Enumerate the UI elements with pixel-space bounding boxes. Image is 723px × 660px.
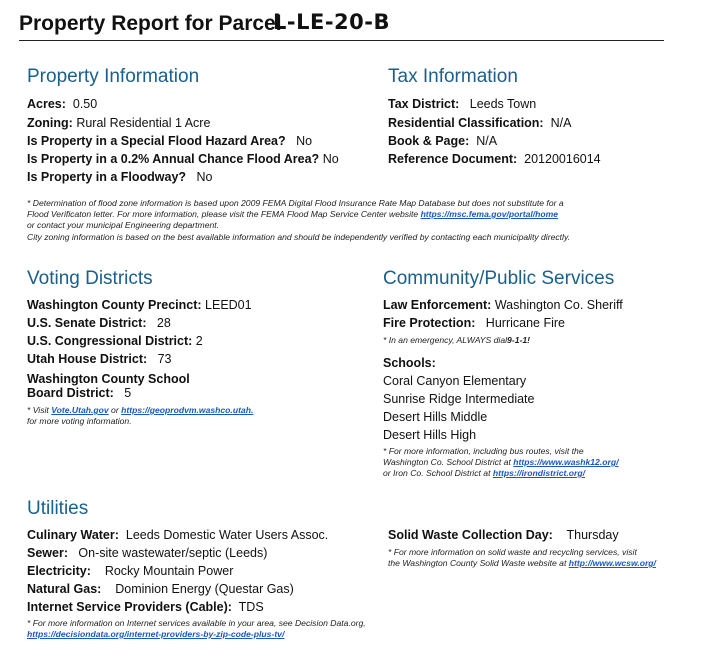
parcel-id: L-LE-20-B bbox=[273, 10, 390, 34]
acres-label: Acres: bbox=[27, 97, 66, 111]
school-board-label-2: Board District: bbox=[27, 386, 114, 400]
floodway-label: Is Property in a Floodway? bbox=[27, 170, 187, 184]
senate-row bbox=[27, 316, 171, 330]
voting-note-mid: or bbox=[108, 405, 122, 415]
waste-note-line2 bbox=[388, 558, 656, 569]
acres-row bbox=[27, 97, 97, 111]
book-page-value: N/A bbox=[476, 134, 498, 148]
flood-note-line2 bbox=[27, 209, 558, 220]
fire-label: Fire Protection: bbox=[383, 316, 476, 330]
gas-label: Natural Gas: bbox=[27, 582, 102, 596]
residential-row bbox=[388, 116, 571, 130]
house-value: 73 bbox=[157, 352, 172, 366]
water-row bbox=[27, 528, 328, 542]
congress-row bbox=[27, 334, 203, 348]
flood-note-line4: City zoning information is based on the best available information and should be independently verified by contacting each municipality directly. bbox=[27, 232, 570, 242]
school-item: Desert Hills Middle bbox=[383, 410, 488, 424]
internet-note-line2 bbox=[27, 629, 284, 640]
voting-note-line1 bbox=[27, 405, 253, 416]
water-value: Leeds Domestic Water Users Assoc. bbox=[125, 528, 329, 542]
senate-label: U.S. Senate District: bbox=[27, 316, 147, 330]
flood-note-line3: or contact your municipal Engineering department. bbox=[27, 220, 220, 230]
irondistrict-link[interactable]: https://irondistrict.org/ bbox=[492, 468, 585, 478]
electric-value: Rocky Mountain Power bbox=[104, 564, 234, 578]
fire-row bbox=[383, 316, 565, 330]
flood-note-line2-text: Flood Verificaton letter. For more information, please visit the FEMA Flood Map Service Center website bbox=[27, 209, 421, 219]
utilities-heading: Utilities bbox=[27, 498, 89, 519]
annual-flood-label: Is Property in a 0.2% Annual Chance Flood Area? bbox=[27, 152, 320, 166]
zoning-value: Rural Residential 1 Acre bbox=[76, 116, 211, 130]
law-value: Washington Co. Sheriff bbox=[494, 298, 623, 312]
reference-value: 20120016014 bbox=[524, 152, 601, 166]
sfha-row bbox=[27, 134, 312, 148]
voting-heading: Voting Districts bbox=[27, 268, 153, 289]
sewer-row bbox=[27, 546, 267, 560]
school-item: Desert Hills High bbox=[383, 428, 477, 442]
residential-label: Residential Classification: bbox=[388, 116, 544, 130]
school-board-value: 5 bbox=[124, 386, 132, 400]
sewer-label: Sewer: bbox=[27, 546, 68, 560]
school-note-line1: * For more information, including bus routes, visit the bbox=[383, 446, 584, 456]
school-board-row-1 bbox=[27, 372, 190, 386]
waste-label: Solid Waste Collection Day: bbox=[388, 528, 553, 542]
congress-label: U.S. Congressional District: bbox=[27, 334, 193, 348]
sfha-value: No bbox=[296, 134, 313, 148]
voting-note-line2: for more voting information. bbox=[27, 416, 132, 426]
annual-flood-row bbox=[27, 152, 339, 166]
internet-note-line1: * For more information on Internet services available in your area, see Decision Data.org, bbox=[27, 618, 366, 628]
school-board-label-1: Washington County School bbox=[27, 372, 190, 386]
tax-info-heading: Tax Information bbox=[388, 66, 518, 87]
school-board-row-2 bbox=[27, 386, 131, 400]
geoprodvm-link[interactable]: https://geoprodvm.washco.utah. bbox=[121, 405, 254, 415]
congress-value: 2 bbox=[195, 334, 203, 348]
precinct-value: LEED01 bbox=[205, 298, 252, 312]
book-page-label: Book & Page: bbox=[388, 134, 470, 148]
school-note-line3 bbox=[383, 468, 585, 479]
law-label: Law Enforcement: bbox=[383, 298, 492, 312]
floodway-value: No bbox=[196, 170, 213, 184]
emergency-note-text: * In an emergency, ALWAYS dial bbox=[383, 335, 508, 345]
electric-label: Electricity: bbox=[27, 564, 91, 578]
community-heading: Community/Public Services bbox=[383, 268, 615, 289]
tax-district-value: Leeds Town bbox=[469, 97, 537, 111]
report-title-prefix: Property Report for Parcel bbox=[19, 12, 282, 35]
schools-heading-row bbox=[383, 356, 436, 370]
internet-row bbox=[27, 600, 264, 614]
voting-note-prefix: * Visit bbox=[27, 405, 52, 415]
flood-note-line1: * Determination of flood zone information is based upon 2009 FEMA Digital Flood Insurance Rate Map Database but does not substitute for a bbox=[27, 198, 564, 208]
internet-label: Internet Service Providers (Cable): bbox=[27, 600, 232, 614]
annual-flood-value: No bbox=[322, 152, 339, 166]
zoning-row bbox=[27, 116, 210, 130]
internet-value: TDS bbox=[238, 600, 264, 614]
reference-label: Reference Document: bbox=[388, 152, 518, 166]
house-row bbox=[27, 352, 171, 366]
law-row bbox=[383, 298, 623, 312]
report-title bbox=[19, 10, 664, 41]
reference-row bbox=[388, 152, 601, 166]
gas-row bbox=[27, 582, 294, 596]
zoning-label: Zoning: bbox=[27, 116, 73, 130]
waste-note-line1: * For more information on solid waste and recycling services, visit bbox=[388, 547, 637, 557]
residential-value: N/A bbox=[550, 116, 572, 130]
emergency-note bbox=[383, 335, 530, 346]
senate-value: 28 bbox=[156, 316, 171, 330]
book-page-row bbox=[388, 134, 497, 148]
precinct-label: Washington County Precinct: bbox=[27, 298, 202, 312]
fema-link[interactable]: https://msc.fema.gov/portal/home bbox=[420, 209, 559, 219]
washk12-link[interactable]: https://www.washk12.org/ bbox=[513, 457, 619, 467]
fire-value: Hurricane Fire bbox=[485, 316, 565, 330]
sfha-label: Is Property in a Special Flood Hazard Area? bbox=[27, 134, 286, 148]
school-note-line2 bbox=[383, 457, 618, 468]
school-note-line2-text: Washington Co. School District at bbox=[383, 457, 514, 467]
vote-utah-link[interactable]: Vote.Utah.gov bbox=[51, 405, 109, 415]
waste-row bbox=[388, 528, 619, 542]
precinct-row bbox=[27, 298, 252, 312]
emergency-number: 9-1-1! bbox=[507, 335, 530, 345]
property-info-heading: Property Information bbox=[27, 66, 200, 87]
school-item: Coral Canyon Elementary bbox=[383, 374, 527, 388]
tax-district-row bbox=[388, 97, 536, 111]
waste-value: Thursday bbox=[566, 528, 619, 542]
floodway-row bbox=[27, 170, 212, 184]
acres-value: 0.50 bbox=[72, 97, 98, 111]
schools-heading: Schools: bbox=[383, 356, 436, 370]
wcsw-link[interactable]: http://www.wcsw.org/ bbox=[568, 558, 656, 568]
waste-note-line2-text: the Washington County Solid Waste website at bbox=[388, 558, 569, 568]
school-note-line3-text: or Iron Co. School District at bbox=[383, 468, 493, 478]
water-label: Culinary Water: bbox=[27, 528, 119, 542]
house-label: Utah House District: bbox=[27, 352, 148, 366]
decisiondata-link[interactable]: https://decisiondata.org/internet-providers-by-zip-code-plus-tv/ bbox=[27, 629, 285, 639]
electric-row bbox=[27, 564, 233, 578]
school-item: Sunrise Ridge Intermediate bbox=[383, 392, 535, 406]
gas-value: Dominion Energy (Questar Gas) bbox=[115, 582, 294, 596]
tax-district-label: Tax District: bbox=[388, 97, 460, 111]
sewer-value: On-site wastewater/septic (Leeds) bbox=[78, 546, 268, 560]
